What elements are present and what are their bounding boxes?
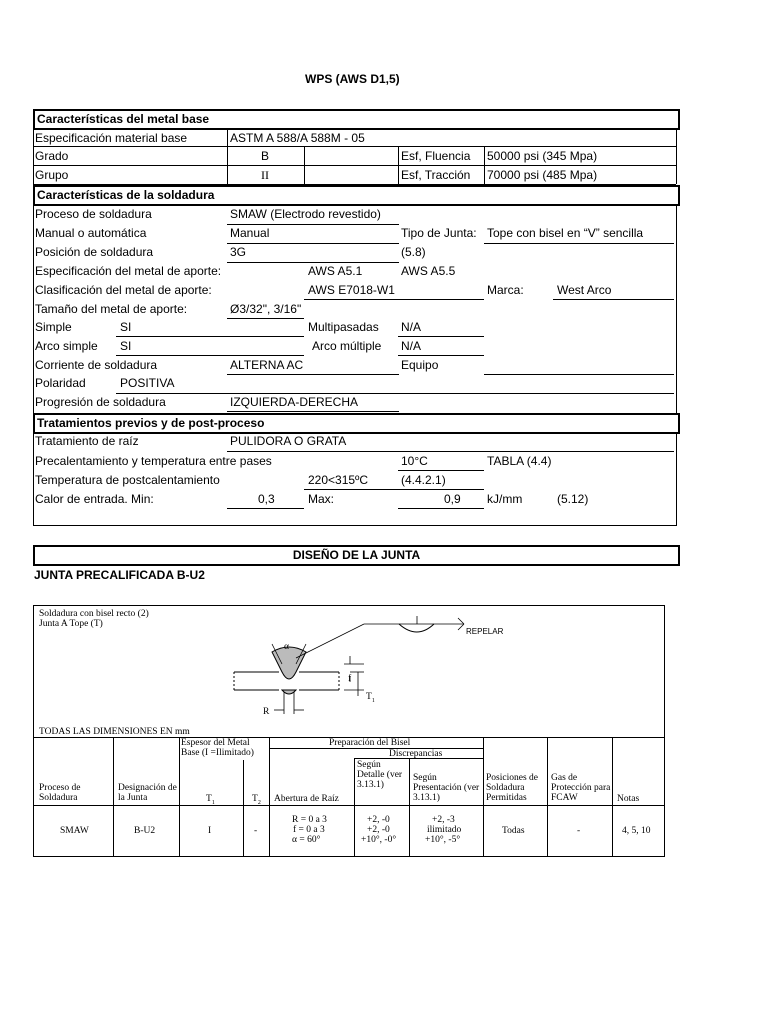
section-tratamientos: Tratamientos previos y de post-proceso	[33, 413, 680, 434]
manual-label: Manual o automática	[35, 226, 147, 240]
espec-aporte-label: Especificación del metal de aporte:	[35, 264, 222, 278]
joint-figure	[33, 605, 665, 857]
corriente-value: ALTERNA AC	[230, 358, 304, 372]
row-abertura-1: R = 0 a 3	[292, 815, 327, 825]
section-diseno-junta	[33, 545, 680, 566]
grupo-value: II	[261, 168, 269, 182]
header-segun-detalle: Según Detalle (ver 3.13.1)	[357, 760, 403, 790]
grado-label: Grado	[35, 149, 69, 163]
header-abertura: Abertura de Raíz	[274, 794, 339, 804]
repelar-label: REPELAR	[466, 627, 504, 636]
fluencia-value: 50000 psi (345 Mpa)	[487, 149, 598, 163]
t1-dimension-label: $T_1$	[366, 692, 375, 704]
header-discrepancias: Discrepancias	[389, 749, 443, 759]
document-title: WPS (AWS D1,5)	[305, 72, 400, 86]
header-t1: $T_1$	[206, 794, 215, 806]
alpha-label: α	[284, 642, 289, 652]
f-dimension-label: f	[348, 674, 352, 684]
calor-entrada-label: Calor de entrada. Min:	[35, 492, 154, 506]
arco-simple-label: Arco simple	[35, 339, 98, 353]
calor-min-value: 0,3	[258, 492, 275, 506]
junta-precalificada-label: JUNTA PRECALIFICADA B-U2	[34, 568, 205, 582]
header-espesor: Espesor del Metal Base (I =Ilimitado)	[181, 738, 254, 758]
corriente-label: Corriente de soldadura	[35, 358, 158, 372]
multipasadas-label: Multipasadas	[308, 320, 379, 334]
precalentamiento-label: Precalentamiento y temperatura entre pases	[35, 454, 272, 468]
section-soldadura: Características de la soldadura	[33, 185, 680, 206]
tamano-aporte-label: Tamaño del metal de aporte:	[35, 302, 188, 316]
equipo-label: Equipo	[401, 358, 439, 372]
row-t1: I	[208, 826, 212, 836]
spec-material-value: ASTM A 588/A 588M - 05	[230, 131, 365, 145]
dims-note: TODAS LAS DIMENSIONES EN mm	[39, 727, 190, 737]
tamano-aporte-value: Ø3/32", 3/16"	[230, 302, 302, 316]
row-abertura-3: α = 60°	[292, 835, 321, 845]
row-t2: -	[254, 826, 258, 836]
fluencia-label: Esf, Fluencia	[401, 149, 471, 163]
calor-unit: kJ/mm	[487, 492, 523, 506]
header-preparacion: Preparación del Bisel	[329, 738, 411, 748]
tipo-junta-label: Tipo de Junta:	[401, 226, 477, 240]
precalentamiento-ref: TABLA (4.4)	[487, 454, 552, 468]
manual-value: Manual	[230, 226, 270, 240]
postcalentamiento-value: 220<315ºC	[308, 473, 369, 487]
grupo-label: Grupo	[35, 168, 69, 182]
row-detalle-3: +10°, -0°	[361, 835, 397, 845]
row-abertura-2: f = 0 a 3	[293, 825, 325, 835]
arco-multiple-value: N/A	[401, 339, 422, 353]
arco-multiple-label: Arco múltiple	[312, 339, 382, 353]
figure-title-2: Junta A Tope (T)	[39, 619, 103, 629]
spec-material-label: Especificación material base	[35, 131, 188, 145]
figure-title-1: Soldadura con bisel recto (2)	[39, 609, 149, 619]
multipasadas-value: N/A	[401, 320, 422, 334]
progresion-label: Progresión de soldadura	[35, 395, 166, 409]
calor-ref: (5.12)	[557, 492, 589, 506]
header-segun-presentacion: Según Presentación (ver 3.13.1)	[413, 773, 480, 803]
row-posiciones: Todas	[502, 826, 525, 836]
row-proceso: SMAW	[60, 826, 89, 836]
traccion-label: Esf, Tracción	[401, 168, 471, 182]
header-t2: $T_2$	[252, 794, 261, 806]
clasif-aporte-value: AWS E7018-W1	[308, 283, 395, 297]
postcalentamiento-ref: (4.4.2.1)	[401, 473, 446, 487]
marca-label: Marca:	[487, 283, 524, 297]
row-presentacion-1: +2, -3	[432, 815, 455, 825]
header-notas: Notas	[617, 794, 640, 804]
proceso-value: SMAW (Electrodo revestido)	[230, 207, 381, 221]
tratamiento-raiz-label: Tratamiento de raíz	[35, 434, 139, 448]
posicion-ref: (5.8)	[401, 245, 426, 259]
header-designacion: Designación de la Junta	[118, 783, 177, 803]
grado-value: B	[261, 149, 270, 163]
row-detalle-1: +2, -0	[367, 815, 390, 825]
traccion-value: 70000 psi (485 Mpa)	[487, 168, 598, 182]
marca-value: West Arco	[557, 283, 612, 297]
precalentamiento-value: 10°C	[401, 454, 428, 468]
arco-simple-value: SI	[120, 339, 132, 353]
posicion-value: 3G	[230, 245, 247, 259]
row-detalle-2: +2, -0	[367, 825, 390, 835]
header-proceso: Proceso de Soldadura	[39, 783, 81, 803]
tipo-junta-value: Tope con bisel en “V” sencilla	[487, 226, 644, 240]
simple-label: Simple	[35, 320, 72, 334]
polaridad-value: POSITIVA	[120, 376, 175, 390]
postcalentamiento-label: Temperatura de postcalentamiento	[35, 473, 220, 487]
espec-aporte-value-1: AWS A5.1	[308, 264, 363, 278]
header-posiciones: Posiciones de Soldadura Permitidas	[486, 773, 538, 803]
tratamiento-raiz-value: PULIDORA O GRATA	[230, 434, 347, 448]
calor-max-label: Max:	[308, 492, 335, 506]
r-dimension-label: R	[263, 707, 270, 717]
row-notas: 4, 5, 10	[622, 826, 651, 836]
row-gas: -	[577, 826, 581, 836]
calor-max-value: 0,9	[444, 492, 461, 506]
row-presentacion-2: ilimitado	[427, 825, 462, 835]
polaridad-label: Polaridad	[35, 376, 86, 390]
espec-aporte-value-2: AWS A5.5	[401, 264, 456, 278]
progresion-value: IZQUIERDA-DERECHA	[230, 395, 359, 409]
row-designacion: B-U2	[134, 826, 156, 836]
proceso-label: Proceso de soldadura	[35, 207, 152, 221]
joint-diagram	[34, 606, 664, 728]
posicion-label: Posición de soldadura	[35, 245, 154, 259]
joint-spec-table	[34, 737, 664, 856]
section-metal-base: Características del metal base	[33, 109, 680, 130]
diseno-junta-title: DISEÑO DE LA JUNTA	[292, 548, 421, 562]
header-gas: Gas de Protección para FCAW	[551, 773, 611, 803]
row-presentacion-3: +10°, -5°	[425, 835, 461, 845]
simple-value: SI	[120, 320, 132, 334]
clasif-aporte-label: Clasificación del metal de aporte:	[35, 283, 212, 297]
